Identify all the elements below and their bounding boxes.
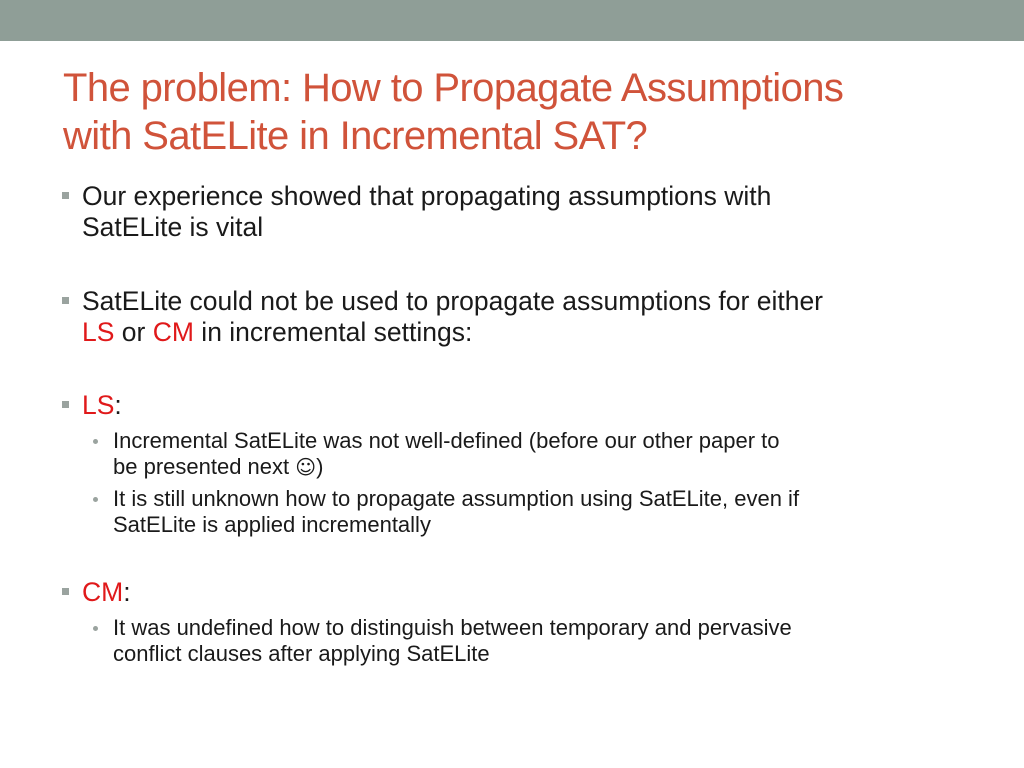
sub-bullet-line: conflict clauses after applying SatELite: [113, 641, 490, 666]
cm-label: CM: [82, 577, 124, 607]
bullet-experience: [62, 181, 982, 243]
sub-bullet-ls-still-unknown: [93, 486, 983, 538]
square-bullet-icon: [62, 192, 69, 199]
bullet-cm-heading: [62, 577, 982, 608]
bullet-line: Our experience showed that propagating assumptions with: [82, 181, 772, 211]
colon: :: [123, 577, 131, 607]
ls-label: LS: [82, 390, 115, 420]
sub-bullet-line: SatELite is applied incrementally: [113, 512, 431, 537]
sub-bullet-line: Incremental SatELite was not well-defined (before our other paper to: [113, 428, 780, 453]
sub-bullet-ls-not-well-defined: [93, 428, 983, 480]
bullet-line: SatELite could not be used to propagate assumptions for either: [82, 286, 824, 316]
sub-bullet-cm-undefined: [93, 615, 983, 667]
square-bullet-icon: [62, 297, 69, 304]
top-accent-band: [0, 0, 1024, 41]
slide-title: [63, 64, 983, 160]
sub-bullet-line: [113, 454, 983, 480]
cm-highlight: CM: [152, 317, 194, 347]
ls-highlight: LS: [82, 317, 115, 347]
sub-bullet-line: It is still unknown how to propagate assumption using SatELite, even if: [113, 486, 800, 511]
slide-title-line-1: The problem: How to Propagate Assumptions: [63, 66, 844, 110]
bullet-line: [82, 390, 982, 421]
bullet-line: [82, 317, 982, 348]
dot-bullet-icon: [93, 626, 98, 631]
bullet-line: [82, 577, 982, 608]
sub-bullet-text: [113, 486, 983, 538]
bullet-text: [82, 181, 982, 243]
dot-bullet-icon: [93, 439, 98, 444]
sub-bullet-text: [113, 615, 983, 667]
bullet-line: SatELite is vital: [82, 212, 264, 242]
square-bullet-icon: [62, 401, 69, 408]
bullet-text: [82, 390, 982, 421]
square-bullet-icon: [62, 588, 69, 595]
presented-next-text: be presented next: [113, 454, 296, 479]
sub-bullet-line: It was undefined how to distinguish between temporary and pervasive: [113, 615, 792, 640]
bullet-text: [82, 286, 982, 348]
sub-bullet-text: [113, 428, 983, 480]
bullet-could-not-propagate: [62, 286, 982, 348]
bullet-text: [82, 577, 982, 608]
closing-paren: ): [316, 454, 324, 479]
smiley-icon: ☺: [295, 455, 317, 479]
bullet-ls-heading: [62, 390, 982, 421]
slide-title-line-2: with SatELite in Incremental SAT?: [63, 114, 648, 158]
incremental-settings-text: in incremental settings:: [193, 317, 473, 347]
or-text: or: [114, 317, 153, 347]
dot-bullet-icon: [93, 497, 98, 502]
colon: :: [114, 390, 122, 420]
